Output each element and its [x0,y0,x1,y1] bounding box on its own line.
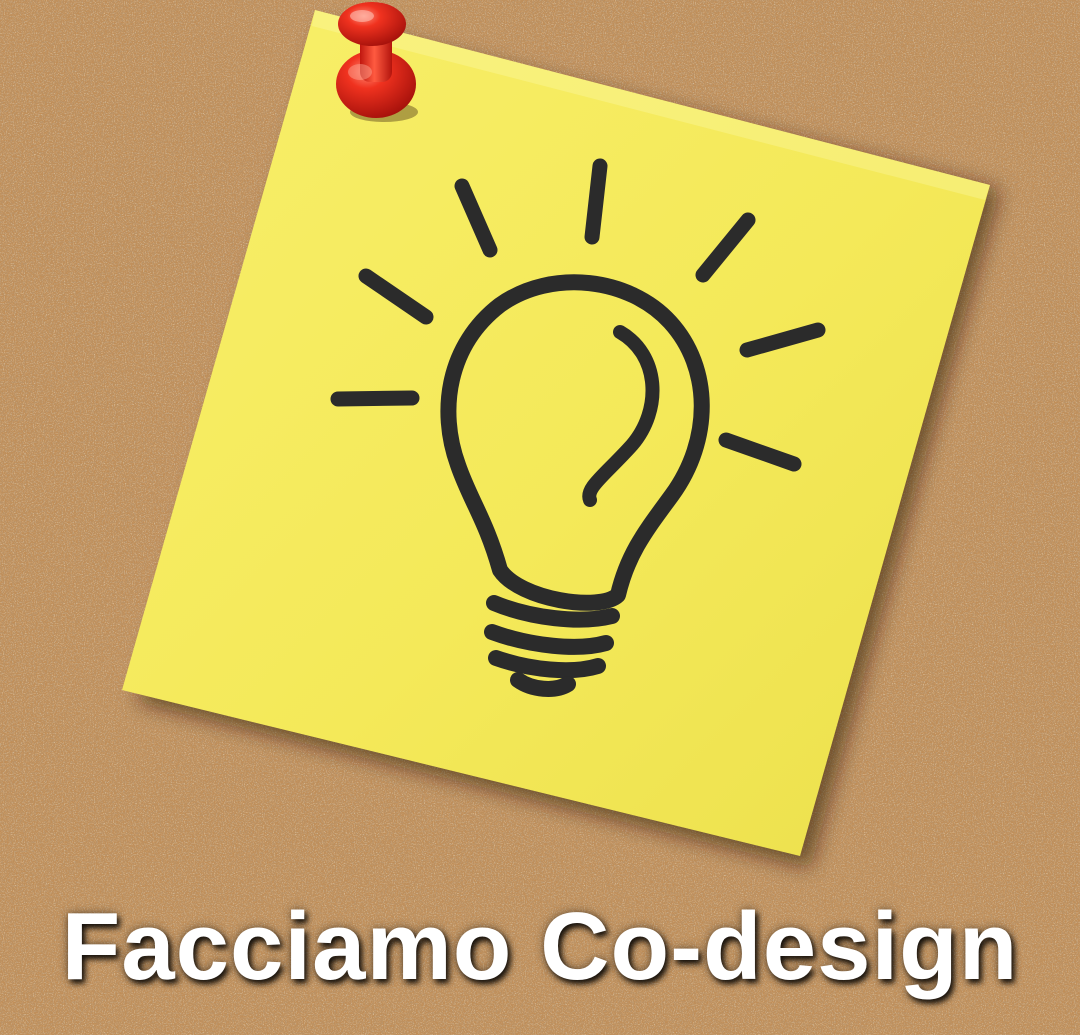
ray-line [592,166,600,237]
ray-line [338,398,412,399]
bulb-tip [518,680,568,689]
caption-title: Facciamo Co-design [61,893,1019,1000]
red-push-pin [336,2,418,122]
